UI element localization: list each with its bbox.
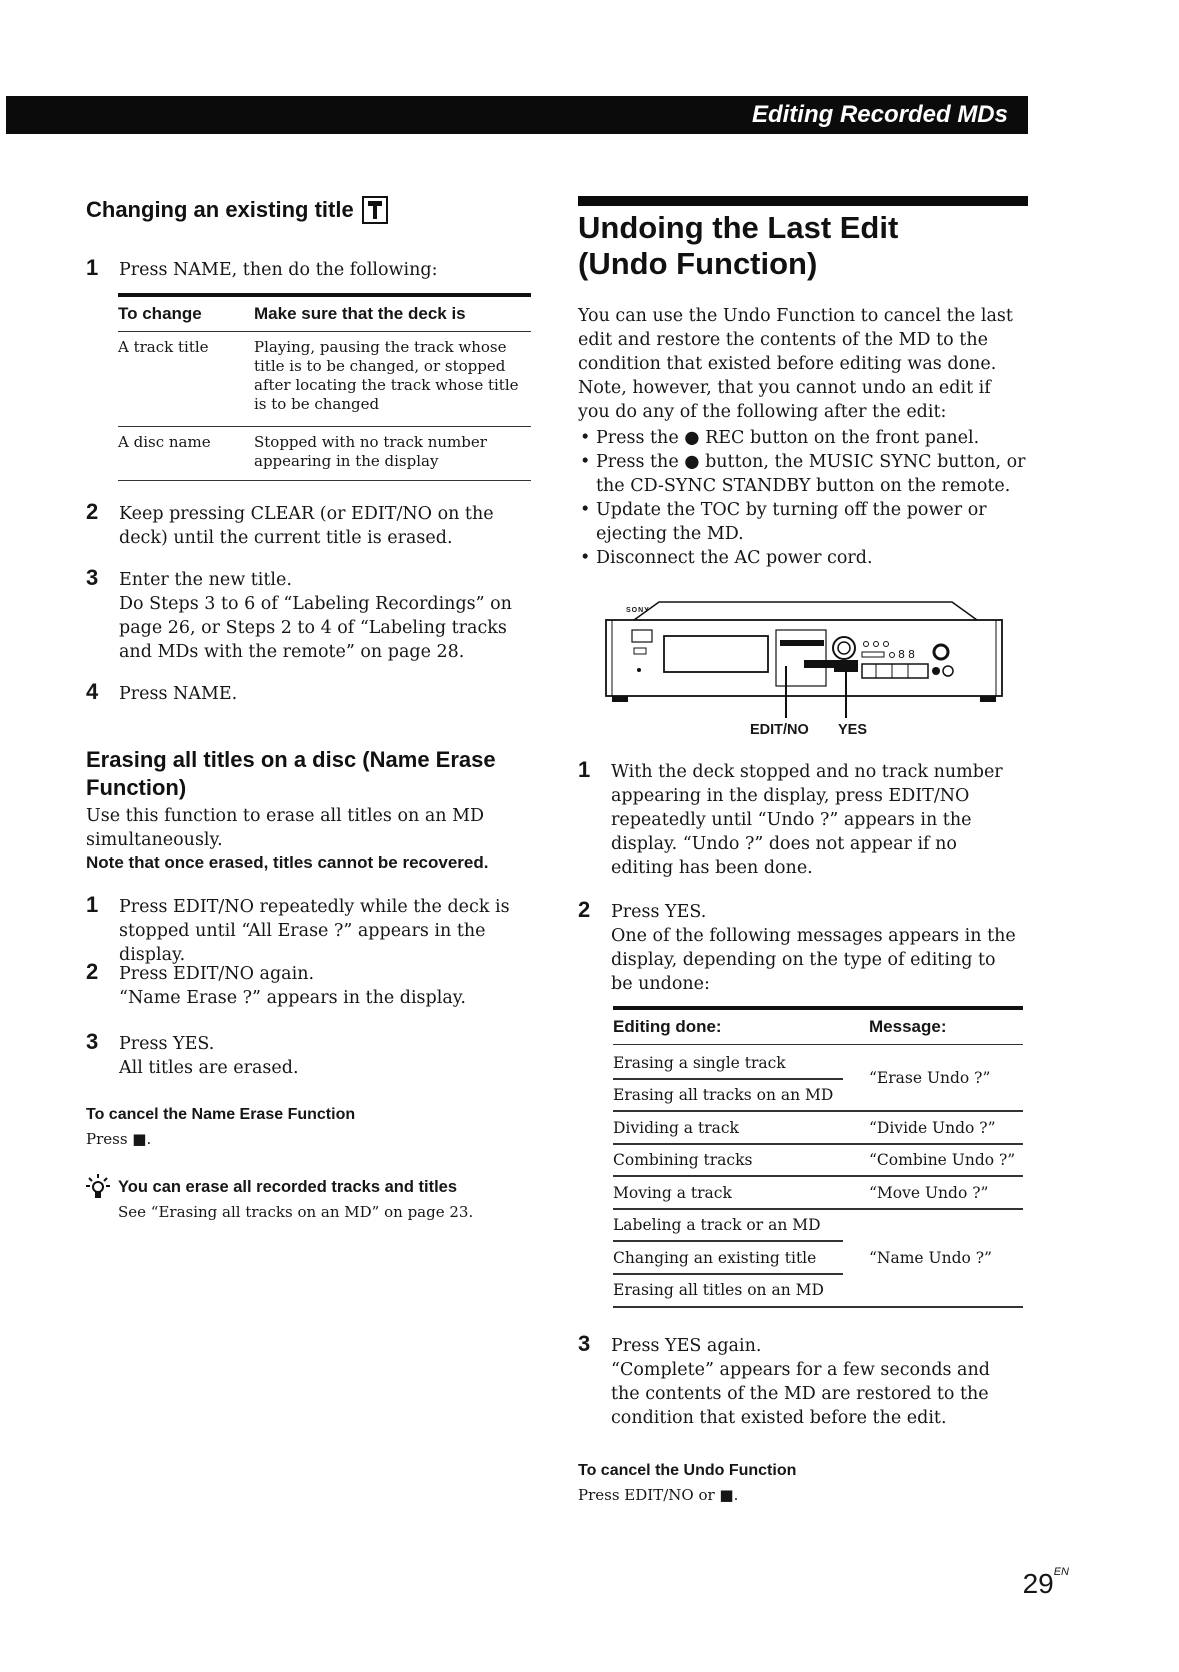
table-cell: A track title [118,338,209,356]
table-row-divider [613,1078,843,1080]
table-cell: “Divide Undo ?” [869,1119,996,1137]
step-text: Press NAME, then do the following: [119,260,438,280]
table-cell: “Combine Undo ?” [869,1151,1016,1169]
table-cell: Dividing a track [613,1119,739,1137]
table-cell: Erasing all titles on an MD [613,1281,824,1299]
page-language-suffix: EN [1053,1566,1069,1578]
undo-messages-table [613,1006,1023,1308]
table-header-row [118,297,531,332]
step-number: 1 [86,255,99,280]
remote-only-icon [362,196,388,224]
step-number: 1 [578,757,591,782]
section-rule [578,196,1028,206]
list-item: • Disconnect the AC power cord. [578,546,1026,570]
change-title-table [118,293,531,481]
table-row-divider [613,1306,1023,1308]
step-line: Do Steps 3 to 6 of “Labeling Recordings” on page 26, or Steps 2 to 4 of “Labeling tracks and MDs with the remote” on page 28. [119,594,512,662]
table-row-divider [613,1208,1023,1210]
table-cell: Changing an existing title [613,1249,817,1267]
undo-intro: You can use the Undo Function to cancel the last edit and restore the contents of the MD to the condition that existed before editing was done. Note, however, that you cannot undo an edit if you do any of the following after the edit: [578,306,1013,422]
undo-heading-line-2: (Undo Function) [578,246,818,281]
step-number: 2 [86,959,99,984]
tip-lightbulb-icon [86,1174,110,1200]
change-title-heading-text: Changing an existing title [86,197,354,222]
step-line: One of the following messages appears in the display, depending on the type of editing to be undone: [611,926,1016,994]
table-row-divider [613,1273,843,1275]
step-text [119,568,529,664]
tip-heading: You can erase all recorded tracks and titles [118,1178,458,1196]
step-text: Press NAME. [119,684,238,704]
step-line: Press YES again. [611,1336,762,1356]
undo-restrictions-list [578,426,1026,570]
table-cell: Playing, pausing the track whose title is to be changed, or stopped after locating the track whose title is to be changed [254,338,519,413]
name-erase-cancel-heading: To cancel the Name Erase Function [86,1106,356,1123]
table-header-cell: Editing done: [613,1017,722,1036]
table-row-divider [613,1110,1023,1112]
step-line: “Complete” appears for a few seconds and the contents of the MD are restored to the condition that existed before the edit. [611,1360,990,1428]
step-line: Press YES. [119,1034,215,1054]
device-brand-logo: SONY [626,607,650,614]
step-text [611,900,1021,996]
step-line: Press EDIT/NO again. [119,964,315,984]
table-row [118,332,531,427]
name-erase-heading: Erasing all titles on a disc (Name Erase Function) [86,747,496,800]
table-cell: Stopped with no track number appearing in the display [254,433,487,470]
list-item: • Update the TOC by turning off the power or ejecting the MD. [578,498,1026,546]
svg-text:8: 8 [898,648,905,661]
table-header-cell: Make sure that the deck is [254,304,466,323]
table-cell: “Name Undo ?” [869,1249,992,1267]
edit-no-button-label: EDIT/NO [750,722,809,738]
step-number: 3 [86,565,99,590]
section-header-bar [6,96,1028,134]
step-line: “Name Erase ?” appears in the display. [119,988,466,1008]
list-item: • Press the ● button, the MUSIC SYNC button, or the CD-SYNC STANDBY button on the remote. [578,450,1026,498]
table-header-row [613,1010,1023,1045]
step-text [119,1032,539,1080]
page-number [1023,1568,1069,1600]
step-number: 1 [86,892,99,917]
step-number: 2 [578,897,591,922]
undo-heading-line-1: Undoing the Last Edit [578,210,899,245]
undo-cancel-heading: To cancel the Undo Function [578,1462,797,1479]
svg-text:8: 8 [908,648,915,661]
step-text: With the deck stopped and no track number appearing in the display, press EDIT/NO repeatedly until “Undo ?” appears in the display. “Undo ?” does not appear if no editing has been done. [611,762,1003,878]
step-number: 3 [578,1331,591,1356]
change-title-heading [86,196,388,224]
table-cell: Erasing a single track [613,1054,786,1072]
name-erase-warning: Note that once erased, titles cannot be recovered. [86,853,489,872]
table-row-divider [613,1143,1023,1145]
step-line: Enter the new title. [119,570,292,590]
step-text [611,1334,1021,1430]
table-row-divider [613,1175,1023,1177]
table-row [118,427,531,481]
step-text [119,962,539,1010]
name-erase-cancel-text: Press ■. [86,1130,152,1148]
name-erase-intro: Use this function to erase all titles on an MD simultaneously. [86,806,485,850]
step-text: Keep pressing CLEAR (or EDIT/NO on the deck) until the current title is erased. [119,504,494,548]
list-item: • Press the ● REC button on the front panel. [578,426,1026,450]
md-deck-illustration [604,600,1004,740]
table-cell: Labeling a track or an MD [613,1216,821,1234]
table-cell: “Move Undo ?” [869,1184,989,1202]
table-cell: Moving a track [613,1184,732,1202]
table-header-cell: To change [118,304,202,323]
yes-button-label: YES [838,722,868,738]
step-number: 4 [86,679,99,704]
step-line: All titles are erased. [119,1058,299,1078]
table-cell: A disc name [118,433,211,451]
table-header-cell: Message: [869,1017,947,1036]
undo-cancel-text: Press EDIT/NO or ■. [578,1486,739,1504]
tip-text: See “Erasing all tracks on an MD” on page 23. [118,1203,474,1221]
page-number-value: 29 [1022,1568,1054,1599]
table-cell: Erasing all tracks on an MD [613,1086,834,1104]
step-number: 2 [86,499,99,524]
table-cell: “Erase Undo ?” [869,1069,991,1087]
step-text: Press EDIT/NO repeatedly while the deck is stopped until “All Erase ?” appears in the display. [119,897,510,965]
step-line: Press YES. [611,902,707,922]
table-row-divider [613,1240,843,1242]
table-cell: Combining tracks [613,1151,753,1169]
step-number: 3 [86,1029,99,1054]
section-title: Editing Recorded MDs [751,101,1008,128]
